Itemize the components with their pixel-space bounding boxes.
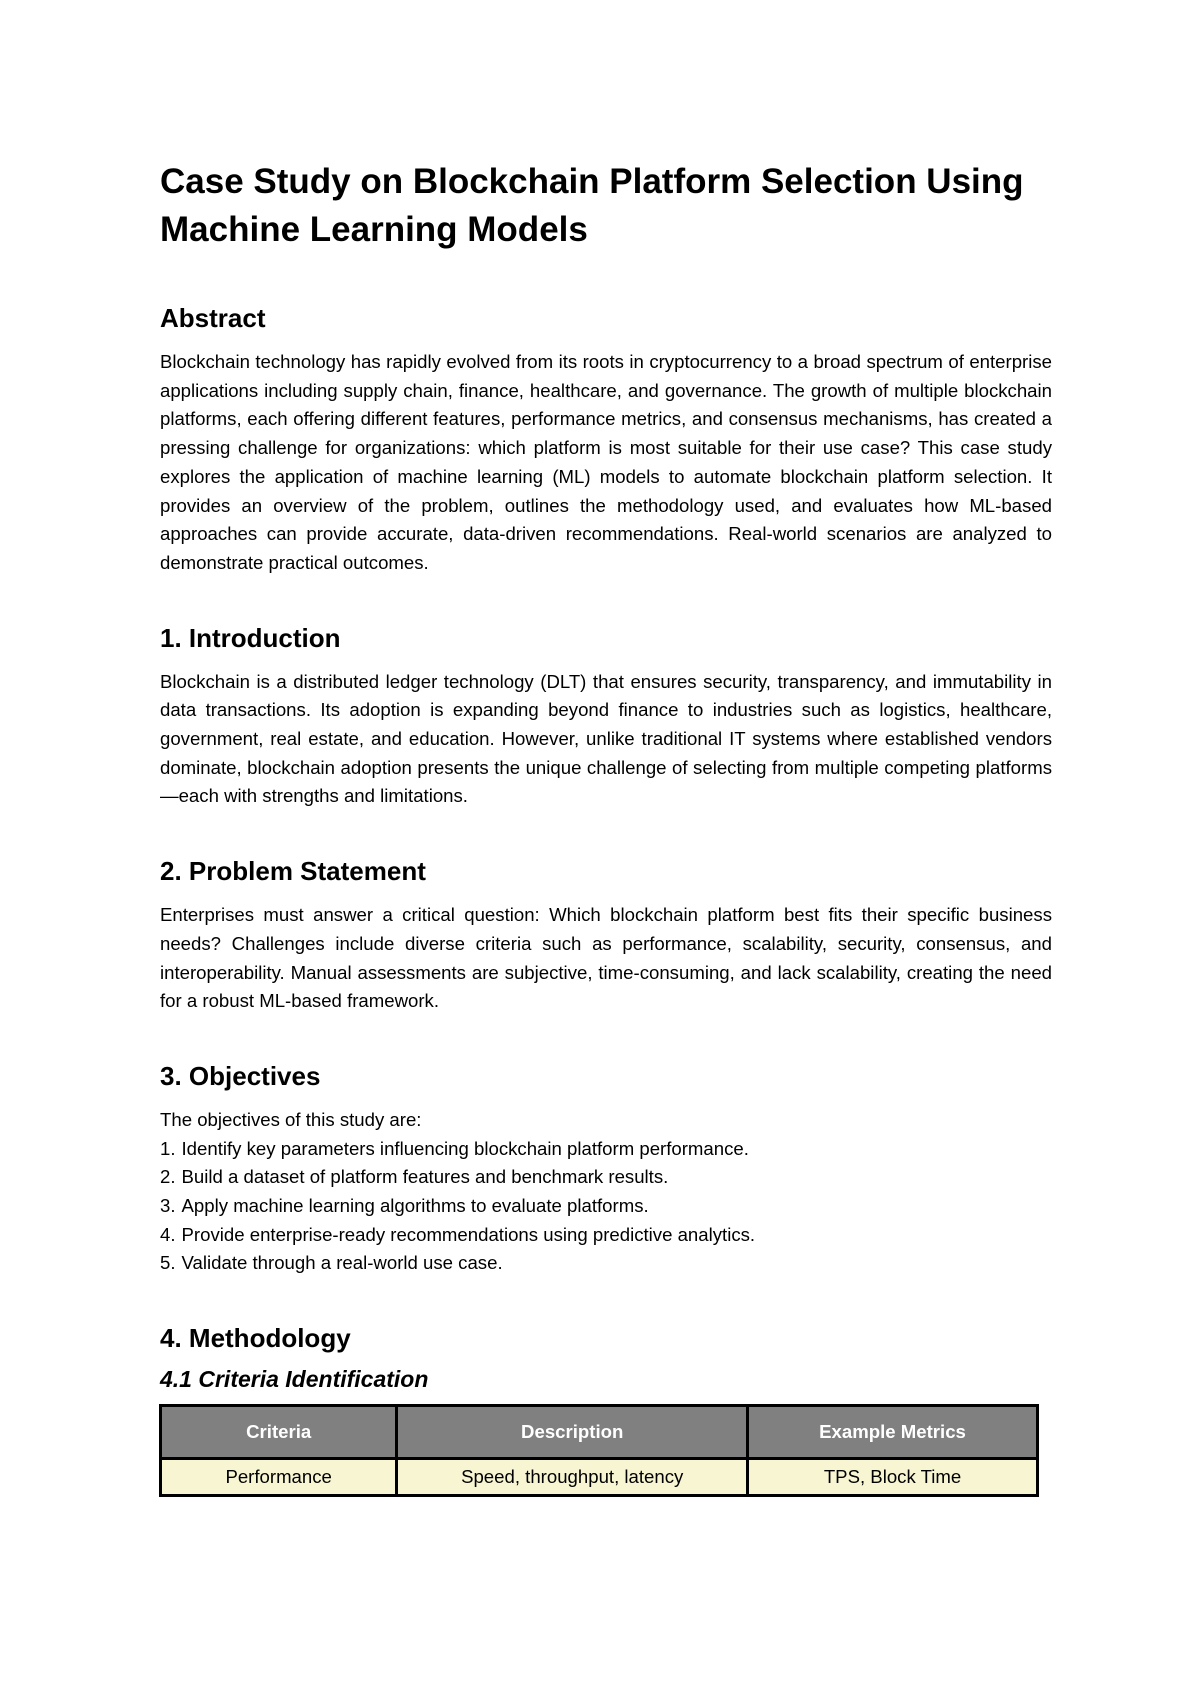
problem-statement-section	[160, 855, 1052, 1016]
list-item-text: Provide enterprise-ready recommendations using predictive analytics.	[181, 1223, 756, 1245]
introduction-heading: 1. Introduction	[160, 622, 341, 653]
list-item-text: Build a dataset of platform features and benchmark results.	[181, 1166, 669, 1188]
problem-statement-text: Enterprises must answer a critical question: Which blockchain platform best fits their specific business needs? Challenges include diverse criteria such as performance, scalability, security, consensus, and interoperability. Manual assessments are subjective, time-consuming, and lack scalability, creating the need for a robust ML-based framework.	[160, 904, 1052, 1012]
list-item-text: Apply machine learning algorithms to evaluate platforms.	[181, 1195, 649, 1217]
objectives-list	[160, 1135, 1052, 1279]
list-item	[160, 1192, 1052, 1221]
list-item	[160, 1249, 1052, 1278]
table-cell: Speed, throughput, latency	[397, 1459, 748, 1496]
introduction-section	[160, 622, 1052, 812]
criteria-identification-subsection	[160, 1364, 1052, 1497]
abstract-text: Blockchain technology has rapidly evolved from its roots in cryptocurrency to a broad spectrum of enterprise applications including supply chain, finance, healthcare, and governance. The growth of multiple blockchain platforms, each offering different features, performance metrics, and consensus mechanisms, has created a pressing challenge for organizations: which platform is most suitable for their use case? This case study explores the application of machine learning (ML) models to automate blockchain platform selection. It provides an overview of the problem, outlines the methodology used, and evaluates how ML-based approaches can provide accurate, data-driven recommendations. Real-world scenarios are analyzed to demonstrate practical outcomes.	[160, 351, 1052, 573]
table-header-cell: Description	[397, 1406, 748, 1459]
criteria-table	[159, 1404, 1039, 1497]
document-page	[160, 158, 1052, 1541]
criteria-identification-heading: 4.1 Criteria Identification	[160, 1366, 429, 1393]
table-cell: TPS, Block Time	[748, 1459, 1038, 1496]
objectives-heading: 3. Objectives	[160, 1060, 321, 1091]
table-cell: Performance	[161, 1459, 397, 1496]
introduction-text: Blockchain is a distributed ledger technology (DLT) that ensures security, transparency, and immutability in data transactions. Its adoption is expanding beyond finance to industries such as logistics, healthcare, government, real estate, and education. However, unlike traditional IT systems where established vendors dominate, blockchain adoption presents the unique challenge of selecting from multiple competing platforms—each with strengths and limitations.	[160, 670, 1052, 807]
abstract-heading: Abstract	[160, 303, 266, 333]
list-item-number: 5.	[160, 1252, 176, 1274]
table-header-row	[161, 1406, 1038, 1459]
table-header-cell: Example Metrics	[748, 1406, 1038, 1459]
list-item	[160, 1135, 1052, 1164]
problem-statement-heading: 2. Problem Statement	[160, 856, 426, 887]
list-item-number: 2.	[160, 1166, 176, 1188]
list-item-text: Validate through a real-world use case.	[181, 1252, 503, 1274]
list-item-text: Identify key parameters influencing blockchain platform performance.	[181, 1137, 749, 1159]
objectives-intro: The objectives of this study are:	[160, 1108, 422, 1130]
list-item-number: 3.	[160, 1195, 176, 1217]
objectives-section	[160, 1060, 1052, 1278]
table-row	[161, 1459, 1038, 1496]
list-item-number: 1.	[160, 1137, 176, 1159]
methodology-heading: 4. Methodology	[160, 1323, 351, 1354]
list-item	[160, 1221, 1052, 1250]
methodology-section	[160, 1322, 1052, 1497]
abstract-section	[160, 302, 1052, 578]
list-item-number: 4.	[160, 1223, 176, 1245]
document-title: Case Study on Blockchain Platform Selection Using Machine Learning Models	[160, 162, 1024, 249]
list-item	[160, 1163, 1052, 1192]
table-header-cell: Criteria	[161, 1406, 397, 1459]
